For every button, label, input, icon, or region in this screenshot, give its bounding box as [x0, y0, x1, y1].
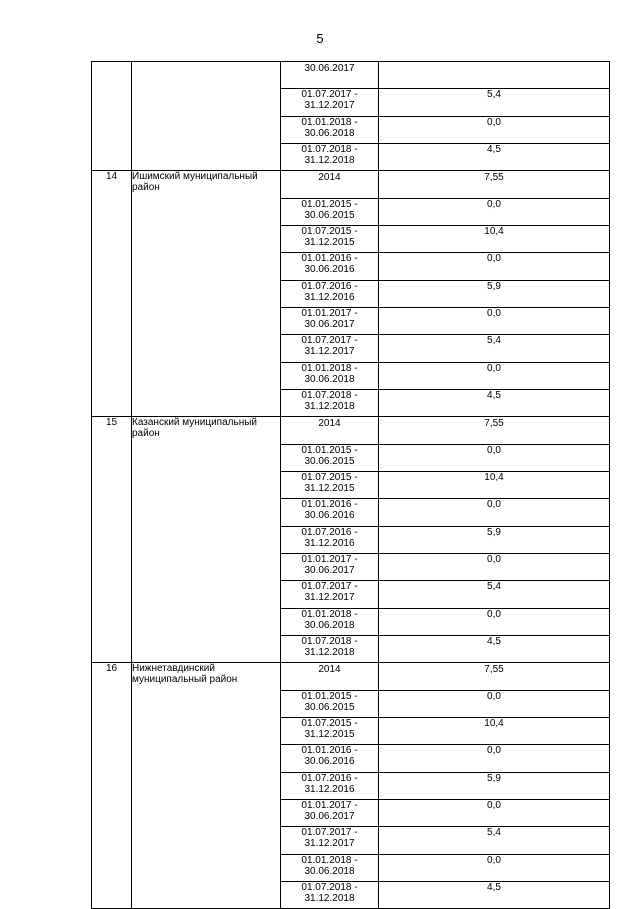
value-cell: 0,0: [379, 745, 610, 772]
value-cell: 5,4: [379, 335, 610, 362]
period-cell: 01.07.2015 - 31.12.2015: [281, 717, 379, 744]
value-cell: 4,5: [379, 635, 610, 662]
value-cell: 0,0: [379, 608, 610, 635]
period-cell: 01.01.2017 - 30.06.2017: [281, 799, 379, 826]
period-cell: 01.07.2016 - 31.12.2016: [281, 526, 379, 553]
period-cell: 01.07.2018 - 31.12.2018: [281, 635, 379, 662]
table-row: [92, 62, 610, 89]
period-cell: 01.07.2015 - 31.12.2015: [281, 471, 379, 498]
value-cell: 0,0: [379, 444, 610, 471]
period-cell: 01.01.2018 - 30.06.2018: [281, 854, 379, 881]
district-name-cell: Нижнетавдинский муниципальный район: [132, 663, 281, 909]
period-cell: 01.01.2017 - 30.06.2017: [281, 307, 379, 334]
district-name-cell: [132, 62, 281, 171]
value-cell: 0,0: [379, 799, 610, 826]
period-cell: 01.07.2017 - 31.12.2017: [281, 827, 379, 854]
value-cell: 5,4: [379, 89, 610, 116]
district-name-cell: Ишимский муниципальный район: [132, 171, 281, 417]
rates-table: [91, 61, 610, 909]
value-cell: 5,9: [379, 280, 610, 307]
table-row: [92, 171, 610, 198]
value-cell: 0,0: [379, 854, 610, 881]
district-name-cell: Казанский муниципальный район: [132, 417, 281, 663]
period-cell: 01.07.2018 - 31.12.2018: [281, 881, 379, 908]
value-cell: 0,0: [379, 198, 610, 225]
period-cell: 2014: [281, 417, 379, 444]
period-cell: 01.01.2015 - 30.06.2015: [281, 198, 379, 225]
value-cell: 10,4: [379, 225, 610, 252]
value-cell: 0,0: [379, 116, 610, 143]
value-cell: 4,5: [379, 881, 610, 908]
row-number-cell: 15: [92, 417, 132, 663]
period-cell: 01.01.2016 - 30.06.2016: [281, 499, 379, 526]
row-number-cell: 14: [92, 171, 132, 417]
period-cell: 2014: [281, 663, 379, 690]
period-cell: 01.07.2016 - 31.12.2016: [281, 772, 379, 799]
value-cell: 5,9: [379, 772, 610, 799]
value-cell: 5,4: [379, 827, 610, 854]
period-cell: 30.06.2017: [281, 62, 379, 89]
value-cell: 0,0: [379, 553, 610, 580]
period-cell: 01.07.2017 - 31.12.2017: [281, 89, 379, 116]
page-number: 5: [316, 31, 324, 46]
value-cell: 0,0: [379, 690, 610, 717]
value-cell: 0,0: [379, 307, 610, 334]
period-cell: 01.07.2017 - 31.12.2017: [281, 581, 379, 608]
period-cell: 01.01.2018 - 30.06.2018: [281, 362, 379, 389]
value-cell: 10,4: [379, 717, 610, 744]
table-row: [92, 663, 610, 690]
value-cell: 0,0: [379, 253, 610, 280]
value-cell: 7,55: [379, 417, 610, 444]
value-cell: 7,55: [379, 663, 610, 690]
row-number-cell: [92, 62, 132, 171]
value-cell: [379, 62, 610, 89]
period-cell: 01.01.2016 - 30.06.2016: [281, 253, 379, 280]
period-cell: 01.01.2016 - 30.06.2016: [281, 745, 379, 772]
period-cell: 01.01.2017 - 30.06.2017: [281, 553, 379, 580]
value-cell: 4,5: [379, 389, 610, 416]
row-number-cell: 16: [92, 663, 132, 909]
table-row: [92, 417, 610, 444]
period-cell: 01.01.2015 - 30.06.2015: [281, 444, 379, 471]
value-cell: 0,0: [379, 499, 610, 526]
period-cell: 01.07.2017 - 31.12.2017: [281, 335, 379, 362]
value-cell: 0,0: [379, 362, 610, 389]
value-cell: 5,9: [379, 526, 610, 553]
rates-table-body: [92, 62, 610, 909]
value-cell: 4,5: [379, 143, 610, 170]
period-cell: 01.07.2018 - 31.12.2018: [281, 143, 379, 170]
period-cell: 01.07.2016 - 31.12.2016: [281, 280, 379, 307]
period-cell: 01.01.2018 - 30.06.2018: [281, 608, 379, 635]
period-cell: 01.07.2018 - 31.12.2018: [281, 389, 379, 416]
value-cell: 7,55: [379, 171, 610, 198]
value-cell: 10,4: [379, 471, 610, 498]
period-cell: 01.07.2015 - 31.12.2015: [281, 225, 379, 252]
value-cell: 5,4: [379, 581, 610, 608]
period-cell: 01.01.2018 - 30.06.2018: [281, 116, 379, 143]
period-cell: 01.01.2015 - 30.06.2015: [281, 690, 379, 717]
period-cell: 2014: [281, 171, 379, 198]
